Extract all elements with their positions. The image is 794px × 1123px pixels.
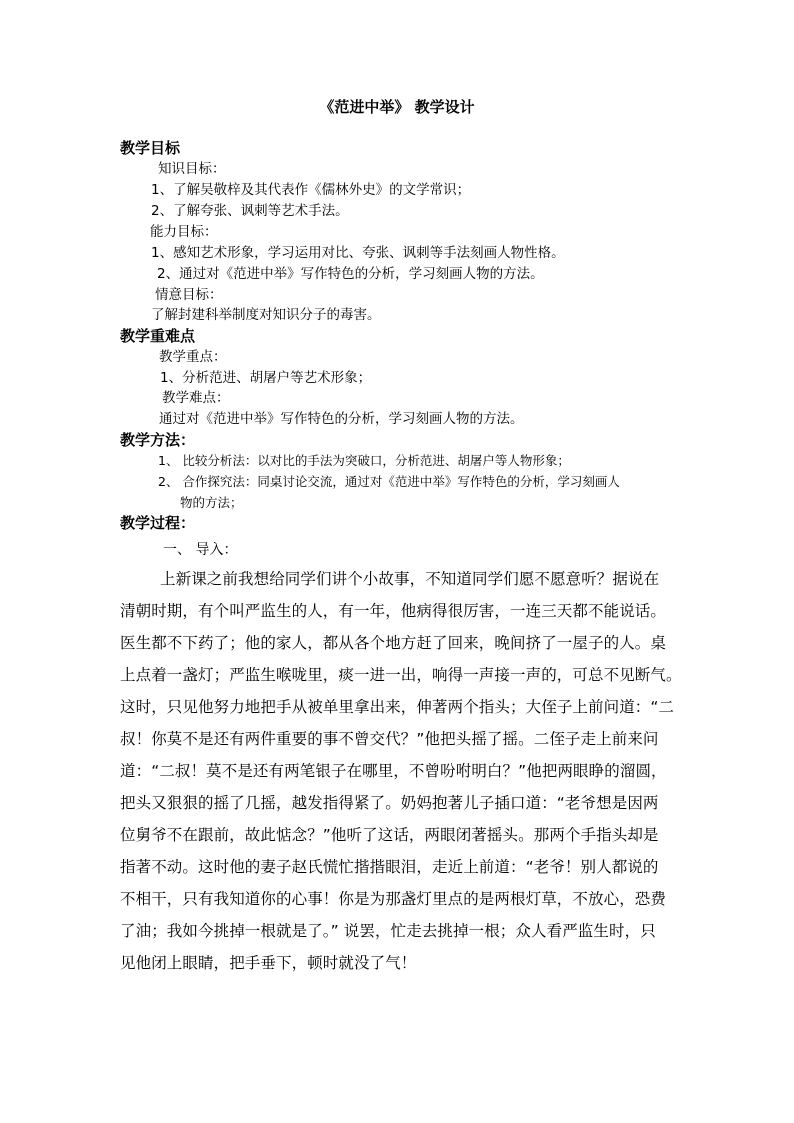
process-heading: 教学过程：	[120, 514, 196, 532]
method-item: 1、 比较分析法：以对比的手法为突破口，分析范进、胡屠户等人物形象；	[158, 453, 570, 468]
key-points-heading: 教学重难点	[120, 327, 196, 345]
story-line: 上新课之前我想给同学们讲个小故事，不知道同学们愿不愿意听？据说在	[160, 570, 660, 588]
story-line: 清朝时期，有个叫严监生的人，有一年，他病得很厉害，一连三天都不能说话。	[120, 602, 667, 620]
goals-heading: 教学目标	[120, 139, 181, 157]
story-line: 指著不动。这时他的妻子赵氏慌忙揩揩眼泪，走近上前道：“老爷！别人都说的	[120, 858, 659, 876]
story-line: 不相干，只有我知道你的心事！你是为那盏灯里点的是两根灯草，不放心，恐费	[120, 890, 667, 908]
story-line: 见他闭上眼睛，把手垂下，顿时就没了气！	[120, 954, 417, 972]
emotion-text: 了解封建科举制度对知识分子的毒害。	[151, 307, 381, 323]
process-step-heading: 一、 导入：	[163, 542, 238, 558]
focus-item: 1、分析范进、胡屠户等艺术形象；	[160, 370, 372, 386]
difficulty-item: 通过对《范进中举》写作特色的分析，学习刻画人物的方法。	[159, 411, 524, 427]
ability-item: 2、通过对《范进中举》写作特色的分析，学习刻画人物的方法。	[157, 266, 544, 282]
focus-label: 教学重点：	[159, 349, 227, 365]
story-line: 道：“二叔！莫不是还有两笔银子在哪里，不曾吩咐明白？”他把两眼睁的溜圆，	[120, 762, 667, 780]
ability-label: 能力目标：	[150, 224, 218, 240]
document-title: 《范进中举》 教学设计	[319, 98, 475, 116]
method-item-continued: 物的方法；	[180, 495, 243, 510]
story-line: 上点着一盏灯；严监生喉咙里，痰一进一出，响得一声接一声的，可总不见断气。	[120, 666, 682, 684]
story-line: 医生都不下药了；他的家人，都从各个地方赶了回来，晚间挤了一屋子的人。桌	[120, 634, 667, 652]
emotion-label: 情意目标：	[155, 287, 223, 303]
methods-heading: 教学方法：	[120, 431, 196, 449]
knowledge-item: 2、了解夸张、讽刺等艺术手法。	[151, 203, 349, 219]
difficulty-label: 教学难点：	[162, 390, 230, 406]
story-line: 位舅爷不在跟前，故此惦念？”他听了这话，两眼闭著摇头。那两个手指头却是	[120, 826, 659, 844]
knowledge-label: 知识目标：	[158, 161, 226, 177]
story-line: 这时，只见他努力地把手从被单里拿出来，伸著两个指头；大侄子上前问道：“二	[120, 698, 675, 716]
story-line: 了油；我如今挑掉一根就是了。” 说罢，忙走去挑掉一根；众人看严监生时，只	[120, 922, 656, 940]
method-item: 2、 合作探究法：同桌讨论交流，通过对《范进中举》写作特色的分析，学习刻画人	[158, 474, 620, 489]
story-line: 把头又狠狠的摇了几摇，越发指得紧了。奶妈抱著儿子插口道：“老爷想是因两	[120, 794, 659, 812]
knowledge-item: 1、了解吴敬梓及其代表作《儒林外史》的文学常识；	[151, 182, 471, 198]
story-line: 叔！你莫不是还有两件重要的事不曾交代？”他把头摇了摇。二侄子走上前来问	[120, 730, 659, 748]
ability-item: 1、感知艺术形象，学习运用对比、夸张、讽刺等手法刻画人物性格。	[151, 245, 565, 261]
